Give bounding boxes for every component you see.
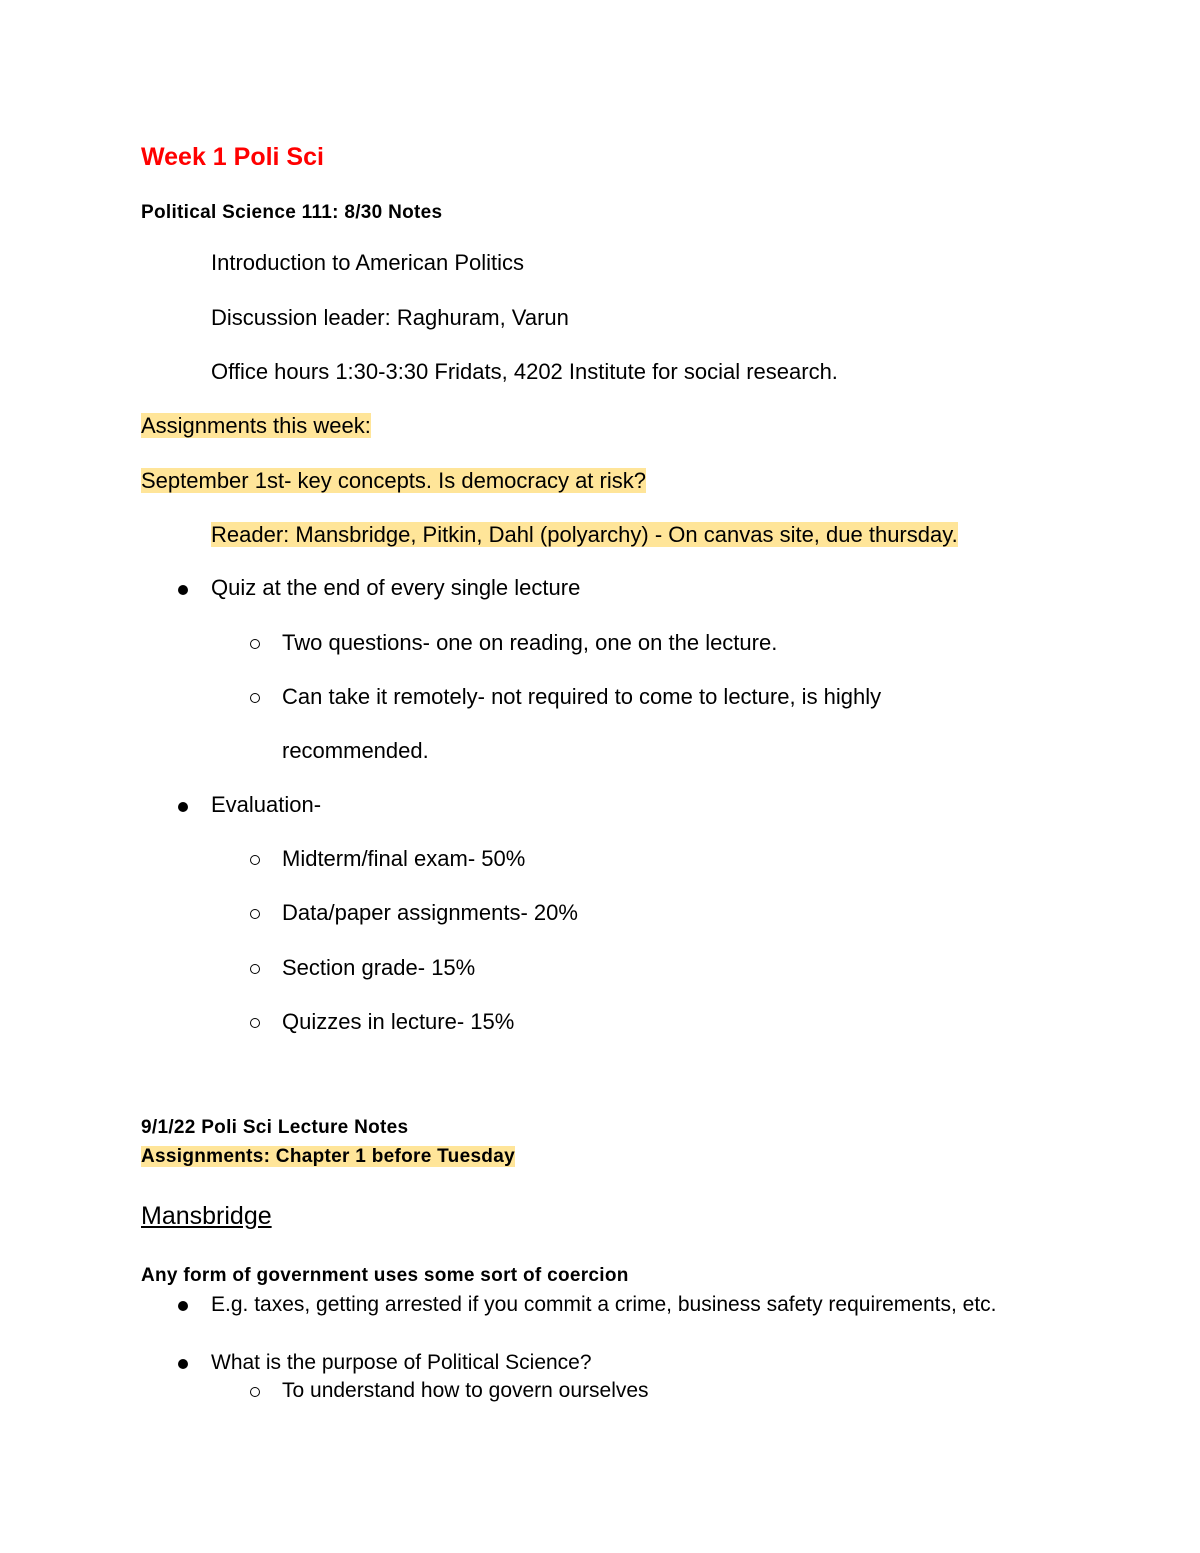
hollow-bullet-icon — [250, 909, 260, 919]
sub-item-section-grade: Section grade- 15% — [282, 955, 476, 980]
hollow-bullet-icon — [250, 639, 260, 649]
section-title: Mansbridge — [141, 1202, 272, 1230]
bullet-icon — [178, 802, 188, 812]
hollow-bullet-icon — [250, 1387, 260, 1397]
list-item-taxes: E.g. taxes, getting arrested if you commit a crime, business safety requirements, etc. — [211, 1293, 997, 1316]
coercion-heading: Any form of government uses some sort of coercion — [141, 1265, 629, 1286]
page-title: Week 1 Poli Sci — [141, 143, 324, 171]
lecture-assignments-line — [141, 1144, 515, 1170]
lecture-assignments: Assignments: Chapter 1 before Tuesday — [141, 1146, 515, 1167]
sub-item-remote: Can take it remotely- not required to come to lecture, is highly — [282, 684, 882, 709]
lecture-header: 9/1/22 Poli Sci Lecture Notes — [141, 1117, 409, 1138]
discussion-leader: Discussion leader: Raghuram, Varun — [211, 305, 569, 330]
list-item-quiz: Quiz at the end of every single lecture — [211, 575, 581, 600]
list-item-evaluation: Evaluation- — [211, 792, 322, 817]
sub-item-midterm: Midterm/final exam- 50% — [282, 846, 526, 871]
bullet-icon — [178, 1301, 188, 1311]
hollow-bullet-icon — [250, 855, 260, 865]
sub-item-data-paper: Data/paper assignments- 20% — [282, 900, 578, 925]
course-name: Introduction to American Politics — [211, 250, 525, 275]
reader-assignment: Reader: Mansbridge, Pitkin, Dahl (polyarchy) - On canvas site, due thursday. — [211, 522, 958, 547]
assignments-heading: Assignments this week: — [141, 413, 371, 438]
sub-item-remote-cont: recommended. — [282, 738, 429, 763]
sept1-assignment: September 1st- key concepts. Is democracy at risk? — [141, 468, 646, 493]
sub-item-quizzes: Quizzes in lecture- 15% — [282, 1009, 515, 1034]
course-header: Political Science 111: 8/30 Notes — [141, 202, 443, 223]
list-item-purpose: What is the purpose of Political Science? — [211, 1351, 592, 1374]
assignments-heading-line — [141, 411, 371, 441]
sub-item-govern: To understand how to govern ourselves — [282, 1379, 649, 1402]
bullet-icon — [178, 1359, 188, 1369]
sub-item-two-questions: Two questions- one on reading, one on the lecture. — [282, 630, 778, 655]
bullet-icon — [178, 585, 188, 595]
office-hours: Office hours 1:30-3:30 Fridats, 4202 Institute for social research. — [211, 359, 838, 384]
hollow-bullet-icon — [250, 964, 260, 974]
reader-line — [211, 520, 958, 550]
hollow-bullet-icon — [250, 1018, 260, 1028]
hollow-bullet-icon — [250, 693, 260, 703]
sept1-line — [141, 466, 646, 496]
